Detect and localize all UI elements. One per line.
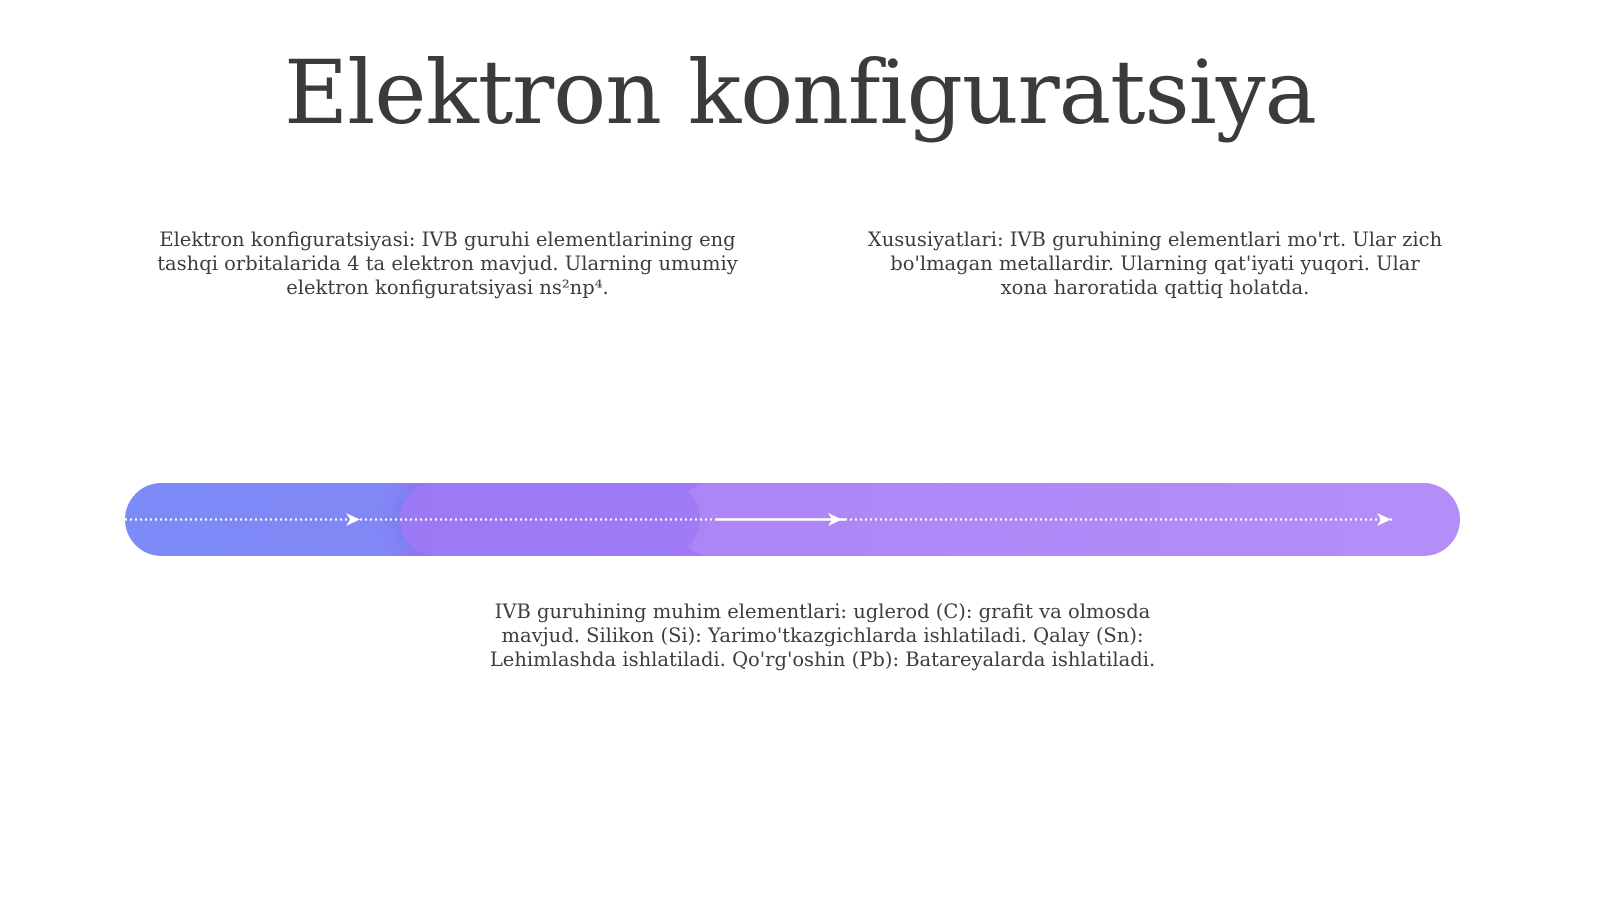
text-block-properties: Xususiyatlari: IVB guruhining elementlari mo'rt. Ular zich bo'lmagan metallardir. Ularning qat'iyati yuqori. Ular xona haroratida qattiq holatda. bbox=[867, 228, 1443, 299]
arrow-right-icon bbox=[346, 513, 360, 526]
timeline-bar bbox=[125, 483, 1460, 556]
text-block-important-elements: IVB guruhining muhim elementlari: uglerod (C): grafit va olmosda mavjud. Silikon (Si): Yarimo'tkazgichlarda ishlatiladi. Qalay (Sn): Lehimlashda ishlatiladi. Qo'rg'oshin (Pb): Batareyalarda ishlatiladi. bbox=[489, 600, 1156, 671]
arrow-right-icon bbox=[1377, 513, 1391, 526]
text-block-electron-config: Elektron konfiguratsiyasi: IVB guruhi elementlarining eng tashqi orbitalarida 4 ta elektron mavjud. Ularning umumiy elektron konfiguratsiyasi ns²np⁴. bbox=[157, 228, 738, 299]
timeline-track bbox=[125, 483, 1460, 556]
slide-title: Elektron konfiguratsiya bbox=[284, 41, 1316, 144]
